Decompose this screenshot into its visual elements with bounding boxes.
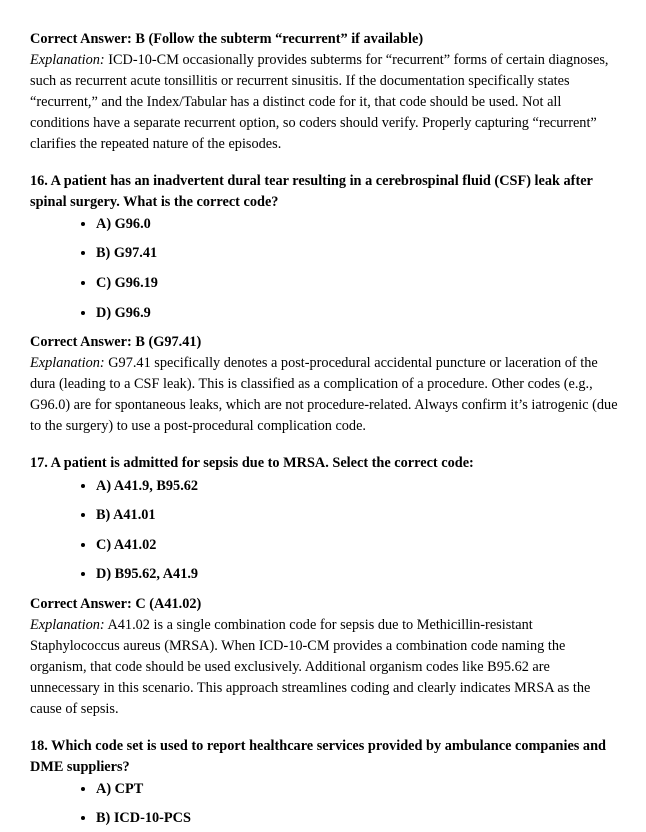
question-text: 18. Which code set is used to report healthcare services provided by ambulance companies and DME suppliers?	[30, 738, 606, 775]
answer-block	[30, 30, 618, 155]
option-item[interactable]: • A) A41.9, B95.62	[96, 477, 618, 496]
answer-block	[30, 333, 618, 437]
option-item[interactable]: • B) G97.41	[96, 244, 618, 263]
option-item[interactable]: • C) A41.02	[96, 536, 618, 555]
option-item[interactable]: • B) ICD-10-PCS	[96, 809, 618, 828]
answer-block	[30, 595, 618, 720]
options-list	[30, 780, 618, 828]
option-item[interactable]: • B) A41.01	[96, 506, 618, 525]
options-list	[30, 215, 618, 322]
explanation-paragraph	[30, 353, 618, 437]
question-block	[30, 171, 618, 322]
explanation-label: Explanation:	[30, 355, 105, 372]
explanation-text: G97.41 specifically denotes a post-procedural accidental puncture or laceration of the dura (leading to a CSF leak). This is classified as a complication of a procedure. Other codes (e.g., G96.0) are for spontaneous leaks, which are not procedure-related. Always confirm it’s iatrogenic (due to the surgery) to use a post-procedural complication code.	[30, 355, 618, 435]
explanation-paragraph	[30, 615, 618, 720]
explanation-label: Explanation:	[30, 52, 105, 69]
question-block	[30, 453, 618, 584]
option-item[interactable]: • D) B95.62, A41.9	[96, 565, 618, 584]
explanation-paragraph	[30, 50, 618, 155]
explanation-text: ICD-10-CM occasionally provides subterms for “recurrent” forms of certain diagnoses, such as recurrent acute tonsillitis or recurrent sinusitis. If the documentation specifically states “recurrent,” and the Index/Tabular has a distinct code for it, that code should be used. Not all conditions have a separate recurrent option, so coders should verify. Properly capturing “recurrent” clarifies the repeated nature of the episodes.	[30, 52, 609, 153]
question-block	[30, 736, 618, 828]
correct-answer-line: Correct Answer: C (A41.02)	[30, 595, 202, 612]
question-text: 16. A patient has an inadvertent dural tear resulting in a cerebrospinal fluid (CSF) leak after spinal surgery. What is the correct code?	[30, 173, 593, 210]
explanation-label: Explanation:	[30, 617, 105, 634]
options-list	[30, 477, 618, 584]
question-text: 17. A patient is admitted for sepsis due to MRSA. Select the correct code:	[30, 455, 474, 472]
explanation-text: A41.02 is a single combination code for sepsis due to Methicillin-resistant Staphylococcus aureus (MRSA). When ICD-10-CM provides a combination code naming the organism, that code should be used exclusively. Additional organism codes like B95.62 are unnecessary in this scenario. This approach streamlines coding and clearly indicates MRSA as the cause of sepsis.	[30, 617, 591, 718]
correct-answer-line: Correct Answer: B (G97.41)	[30, 334, 202, 351]
option-item[interactable]: • A) G96.0	[96, 215, 618, 234]
option-item[interactable]: • A) CPT	[96, 780, 618, 799]
correct-answer-line: Correct Answer: B (Follow the subterm “recurrent” if available)	[30, 31, 424, 47]
option-item[interactable]: • D) G96.9	[96, 304, 618, 323]
option-item[interactable]: • C) G96.19	[96, 274, 618, 293]
